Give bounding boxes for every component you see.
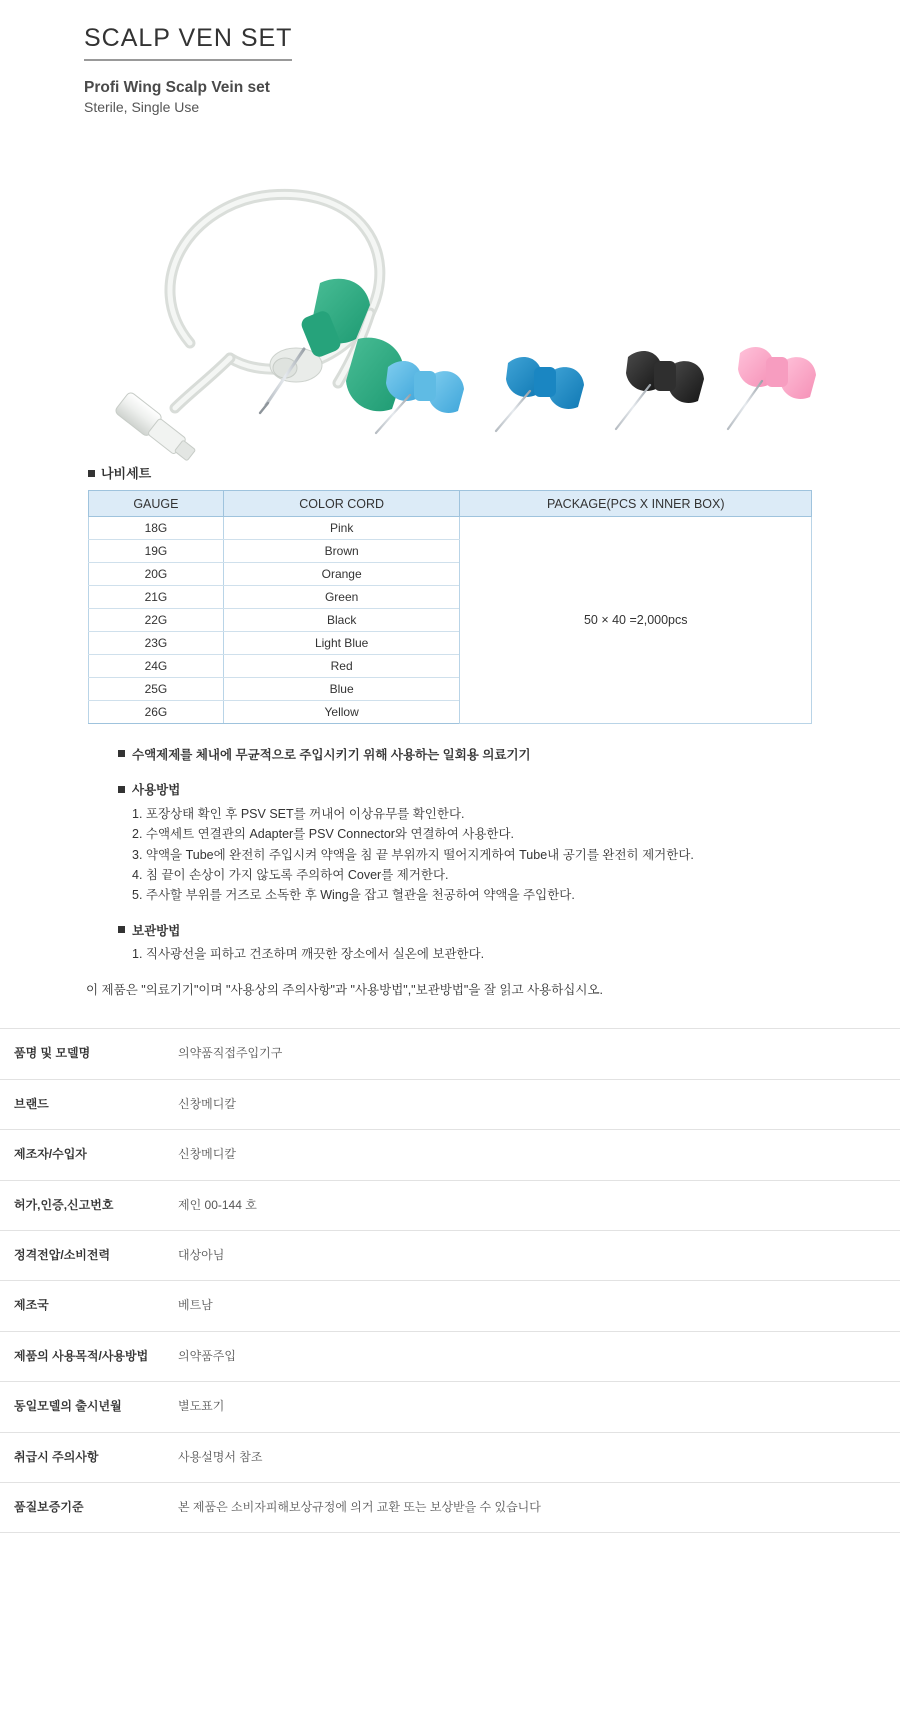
- table-row: [0, 1130, 900, 1180]
- purpose-text: 수액제제를 체내에 무균적으로 주입시키기 위해 사용하는 일회용 의료기기: [132, 748, 531, 762]
- list-item: 2. 수액세트 연결관의 Adapter를 PSV Connector와 연결하여 사용한다.: [132, 827, 515, 842]
- table-row: [0, 1230, 900, 1280]
- bullet-square-icon: [118, 750, 125, 757]
- info-label: 품질보증기준: [14, 1499, 84, 1514]
- table-header-row: [89, 491, 812, 517]
- scalp-vein-set-illustration: [70, 133, 830, 463]
- info-value: 별도표기: [178, 1399, 225, 1414]
- usage-step-list: [118, 805, 900, 906]
- cell-color: Pink: [223, 517, 460, 540]
- wing-pink: [728, 347, 816, 429]
- cell-gauge: 21G: [89, 586, 224, 609]
- table-row: [0, 1281, 900, 1331]
- table-row: [0, 1079, 900, 1129]
- cell-gauge: 26G: [89, 701, 224, 724]
- wing-black: [616, 351, 704, 429]
- product-info-table: [0, 1028, 900, 1533]
- cell-color: Yellow: [223, 701, 460, 724]
- table-row: [0, 1432, 900, 1482]
- info-label: 제조국: [14, 1298, 49, 1313]
- info-label: 브랜드: [14, 1096, 49, 1111]
- cell-gauge: 23G: [89, 632, 224, 655]
- list-item: 1. 직사광선을 피하고 건조하며 깨끗한 장소에서 실온에 보관한다.: [132, 947, 485, 961]
- spec-section-heading: [88, 463, 900, 482]
- list-item: 3. 약액을 Tube에 완전히 주입시켜 약액을 침 끝 부위까지 떨어지게하여 Tube내 공기를 완전히 제거한다.: [132, 847, 694, 862]
- product-subtitle-secondary: Sterile, Single Use: [84, 99, 200, 115]
- purpose-statement: [118, 746, 900, 765]
- info-value: 대상아님: [178, 1247, 225, 1262]
- page-header: [0, 24, 900, 115]
- bullet-square-icon: [118, 786, 125, 793]
- page-title: SCALP VEN SET: [84, 24, 292, 61]
- info-value: 제인 00-144 호: [178, 1197, 257, 1212]
- bullet-square-icon: [118, 926, 125, 933]
- info-label: 제조자/수입자: [14, 1147, 87, 1162]
- cell-gauge: 22G: [89, 609, 224, 632]
- table-row: [0, 1180, 900, 1230]
- product-image: [70, 133, 830, 463]
- cell-gauge: 18G: [89, 517, 224, 540]
- cell-gauge: 19G: [89, 540, 224, 563]
- cell-color: Blue: [223, 678, 460, 701]
- info-label: 동일모델의 출시년월: [14, 1399, 122, 1414]
- list-item: 4. 침 끝이 손상이 가지 않도록 주의하여 Cover를 제거한다.: [132, 867, 449, 882]
- info-value: 신창메디칼: [178, 1147, 236, 1162]
- cell-gauge: 20G: [89, 563, 224, 586]
- table-row: [89, 517, 812, 540]
- info-label: 허가,인증,신고번호: [14, 1197, 114, 1212]
- column-header-gauge: GAUGE: [89, 491, 224, 517]
- wing-green: [260, 279, 404, 413]
- product-subtitle-primary: Profi Wing Scalp Vein set: [84, 79, 270, 96]
- description-section: [118, 746, 900, 964]
- info-label: 정격전압/소비전력: [14, 1247, 111, 1262]
- cell-gauge: 24G: [89, 655, 224, 678]
- info-label: 품명 및 모델명: [14, 1046, 91, 1061]
- usage-title: [118, 781, 900, 800]
- bullet-square-icon: [88, 470, 95, 477]
- cell-color: Green: [223, 586, 460, 609]
- info-value: 사용설명서 참조: [178, 1449, 263, 1464]
- table-row: [0, 1331, 900, 1381]
- table-row: [0, 1382, 900, 1432]
- storage-title-text: 보관방법: [132, 923, 181, 938]
- cell-color: Orange: [223, 563, 460, 586]
- storage-step-list: [118, 945, 900, 964]
- cell-color: Brown: [223, 540, 460, 563]
- info-value: 신창메디칼: [178, 1096, 236, 1111]
- column-header-color-cord: COLOR CORD: [223, 491, 460, 517]
- table-row: [0, 1482, 900, 1532]
- table-row: [0, 1029, 900, 1079]
- cell-color: Light Blue: [223, 632, 460, 655]
- info-value: 의약품주입: [178, 1348, 236, 1363]
- cell-package: 50 × 40 =2,000pcs: [460, 517, 812, 724]
- wing-blue: [496, 357, 584, 431]
- info-value: 본 제품은 소비자피해보상규정에 의거 교환 또는 보상받을 수 있습니다: [178, 1499, 541, 1514]
- storage-title: [118, 922, 900, 941]
- info-value: 베트남: [178, 1298, 213, 1313]
- cell-gauge: 25G: [89, 678, 224, 701]
- column-header-package: PACKAGE(PCS X INNER BOX): [460, 491, 812, 517]
- cell-color: Red: [223, 655, 460, 678]
- list-item: 1. 포장상태 확인 후 PSV SET를 꺼내어 이상유무를 확인한다.: [132, 806, 465, 821]
- info-label: 취급시 주의사항: [14, 1449, 99, 1464]
- usage-title-text: 사용방법: [132, 783, 181, 798]
- spec-heading-text: 나비세트: [101, 466, 152, 481]
- gauge-spec-table: [88, 490, 812, 724]
- info-label: 제품의 사용목적/사용방법: [14, 1348, 149, 1363]
- closing-note: 이 제품은 "의료기기"이며 "사용상의 주의사항"과 "사용방법","보관방법"을 잘 읽고 사용하십시오.: [86, 983, 604, 998]
- cell-color: Black: [223, 609, 460, 632]
- info-value: 의약품직접주입기구: [178, 1046, 283, 1061]
- list-item: 5. 주사할 부위를 거즈로 소독한 후 Wing을 잡고 혈관을 천공하여 약액을 주입한다.: [132, 888, 575, 903]
